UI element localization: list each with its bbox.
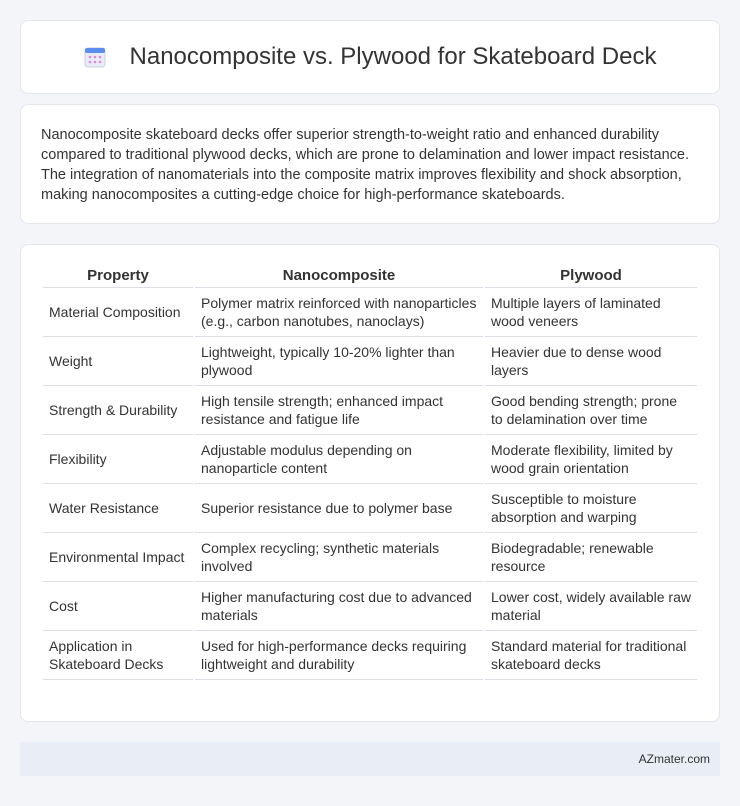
calendar-icon bbox=[84, 46, 106, 68]
comparison-table bbox=[41, 263, 699, 680]
plywood-cell: Biodegradable; renewable resource bbox=[485, 533, 697, 582]
header-plywood: Plywood bbox=[485, 263, 697, 288]
title-card bbox=[20, 20, 720, 94]
table-row bbox=[43, 582, 697, 631]
table-header-row bbox=[43, 263, 697, 288]
property-cell: Environmental Impact bbox=[43, 533, 193, 582]
property-cell: Material Composition bbox=[43, 288, 193, 337]
header-nanocomposite: Nanocomposite bbox=[195, 263, 483, 288]
summary-card bbox=[20, 104, 720, 224]
nanocomposite-cell: Lightweight, typically 10-20% lighter than plywood bbox=[195, 337, 483, 386]
plywood-cell: Good bending strength; prone to delamination over time bbox=[485, 386, 697, 435]
nanocomposite-cell: Adjustable modulus depending on nanoparticle content bbox=[195, 435, 483, 484]
header-property: Property bbox=[43, 263, 193, 288]
property-cell: Application in Skateboard Decks bbox=[43, 631, 193, 680]
table-row bbox=[43, 288, 697, 337]
nanocomposite-cell: Used for high-performance decks requiring lightweight and durability bbox=[195, 631, 483, 680]
footer-site-name: AZmater.com bbox=[638, 752, 710, 766]
property-cell: Water Resistance bbox=[43, 484, 193, 533]
nanocomposite-cell: Polymer matrix reinforced with nanoparticles (e.g., carbon nanotubes, nanoclays) bbox=[195, 288, 483, 337]
property-cell: Weight bbox=[43, 337, 193, 386]
property-cell: Flexibility bbox=[43, 435, 193, 484]
plywood-cell: Moderate flexibility, limited by wood grain orientation bbox=[485, 435, 697, 484]
table-row bbox=[43, 435, 697, 484]
summary-text: Nanocomposite skateboard decks offer superior strength-to-weight ratio and enhanced durability compared to traditional plywood decks, which are prone to delamination and lower impact resistance. The integration of nanomaterials into the composite matrix improves flexibility and shock absorption, making nanocomposites a cutting-edge choice for high-performance skateboards. bbox=[41, 127, 690, 203]
plywood-cell: Multiple layers of laminated wood veneers bbox=[485, 288, 697, 337]
footer bbox=[20, 742, 720, 776]
nanocomposite-cell: Superior resistance due to polymer base bbox=[195, 484, 483, 533]
plywood-cell: Susceptible to moisture absorption and warping bbox=[485, 484, 697, 533]
plywood-cell: Heavier due to dense wood layers bbox=[485, 337, 697, 386]
table-row bbox=[43, 631, 697, 680]
nanocomposite-cell: Higher manufacturing cost due to advanced materials bbox=[195, 582, 483, 631]
table-card bbox=[20, 244, 720, 722]
nanocomposite-cell: Complex recycling; synthetic materials involved bbox=[195, 533, 483, 582]
page-title: Nanocomposite vs. Plywood for Skateboard Deck bbox=[129, 43, 657, 70]
table-row bbox=[43, 337, 697, 386]
plywood-cell: Lower cost, widely available raw material bbox=[485, 582, 697, 631]
property-cell: Strength & Durability bbox=[43, 386, 193, 435]
property-cell: Cost bbox=[43, 582, 193, 631]
table-row bbox=[43, 484, 697, 533]
table-row bbox=[43, 533, 697, 582]
plywood-cell: Standard material for traditional skateboard decks bbox=[485, 631, 697, 680]
table-row bbox=[43, 386, 697, 435]
nanocomposite-cell: High tensile strength; enhanced impact resistance and fatigue life bbox=[195, 386, 483, 435]
